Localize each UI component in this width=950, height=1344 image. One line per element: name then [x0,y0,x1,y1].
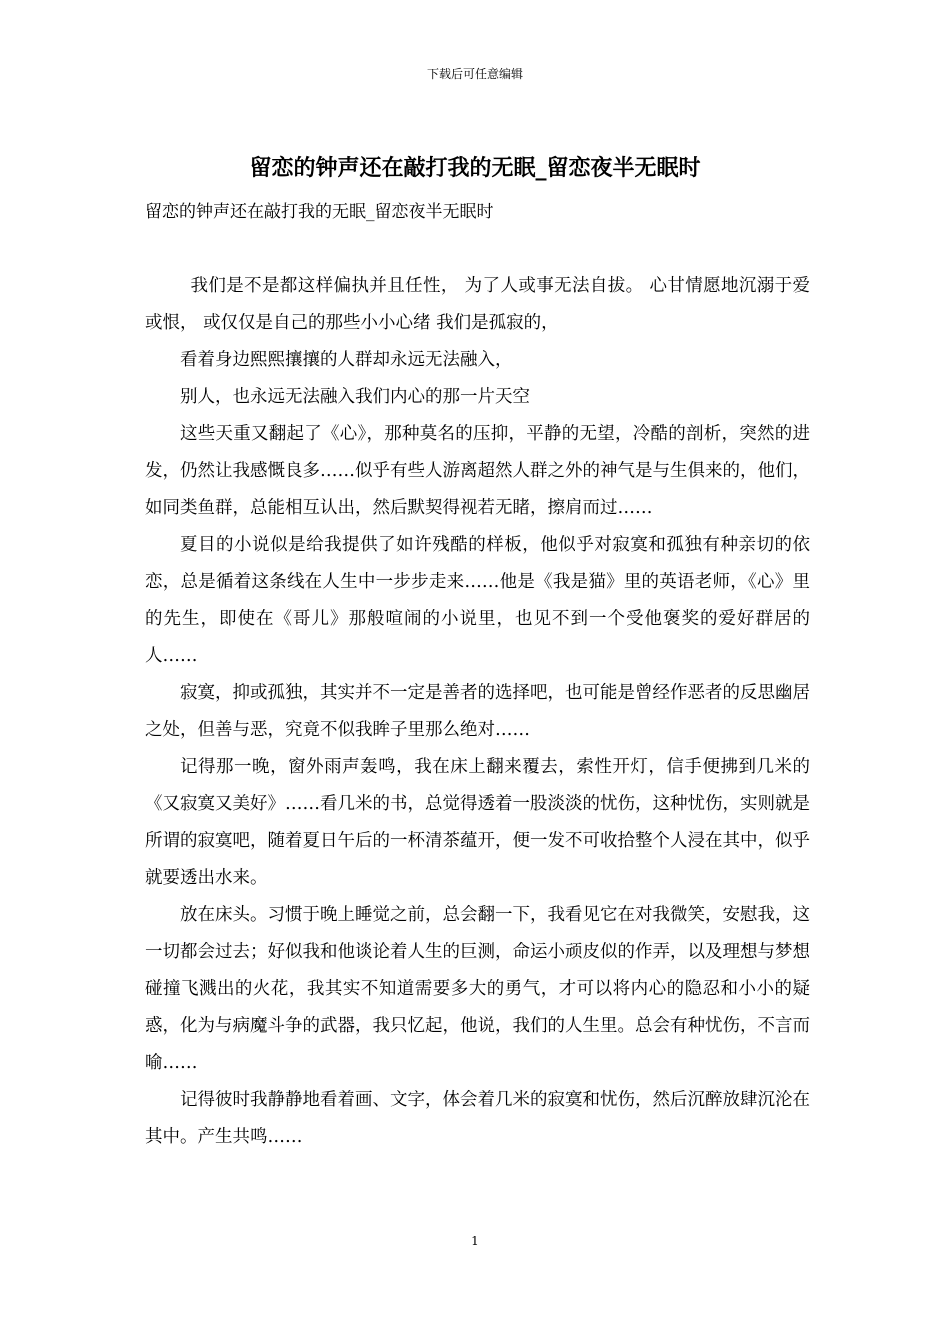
paragraph: 寂寞，抑或孤独，其实并不一定是善者的选择吧，也可能是曾经作恶者的反思幽居之处，但善与恶，究竟不似我眸子里那么绝对…… [145,683,810,740]
paragraph: 别人，也永远无法融入我们内心的那一片天空 [180,387,530,407]
paragraph: 我们是不是都这样偏执并且任性， 为了人或事无法自拔。 心甘情愿地沉溺于爱或恨， 或仅仅是自己的那些小小心绪 我们是孤寂的， [145,276,810,333]
paragraph: 放在床头。习惯于晚上睡觉之前，总会翻一下，我看见它在对我微笑，安慰我，这一切都会过去；好似我和他谈论着人生的巨测，命运小顽皮似的作弄，以及理想与梦想碰撞飞溅出的火花，我其实不知道需要多大的勇气，才可以将内心的隐忍和小小的疑惑，化为与病魔斗争的武器，我只忆起，他说，我们的人生里。总会有种忧伤，不言而喻…… [145,905,810,1073]
paragraph: 这些天重又翻起了《心》，那种莫名的压抑，平静的无望，冷酷的剖析，突然的进发，仍然让我感慨良多……似乎有些人游离超然人群之外的神气是与生俱来的，他们，如同类鱼群，总能相互认出，然后默契得视若无睹，擦肩而过…… [145,424,810,518]
paragraph: 记得彼时我静静地看着画、文字，体会着几米的寂寞和忧伤，然后沉醉放肆沉沦在其中。产生共鸣…… [145,1090,810,1147]
paragraph: 看着身边熙熙攘攘的人群却永远无法融入， [180,350,513,370]
paragraph: 夏目的小说似是给我提供了如许残酷的样板，他似乎对寂寞和孤独有种亲切的依恋，总是循着这条线在人生中一步步走来……他是《我是猫》里的英语老师，《心》里的先生，即使在《哥儿》那般喧闹的小说里，也见不到一个受他褒奖的爱好群居的人…… [145,535,810,666]
paragraph: 记得那一晚，窗外雨声轰鸣，我在床上翻来覆去，索性开灯，信手便拂到几米的《又寂寞又美好》……看几米的书，总觉得透着一股淡淡的忧伤，这种忧伤，实则就是所谓的寂寞吧，随着夏日午后的一杯清茶蕴开，便一发不可收拾整个人浸在其中，似乎就要透出水来。 [145,757,810,888]
header-note: 下载后可任意编辑 [426,67,523,81]
document-subtitle: 留恋的钟声还在敲打我的无眠_留恋夜半无眠时 [145,202,494,222]
body-text [145,268,810,1156]
document-title: 留恋的钟声还在敲打我的无眠_留恋夜半无眠时 [249,155,701,181]
page-number: 1 [471,1234,479,1248]
